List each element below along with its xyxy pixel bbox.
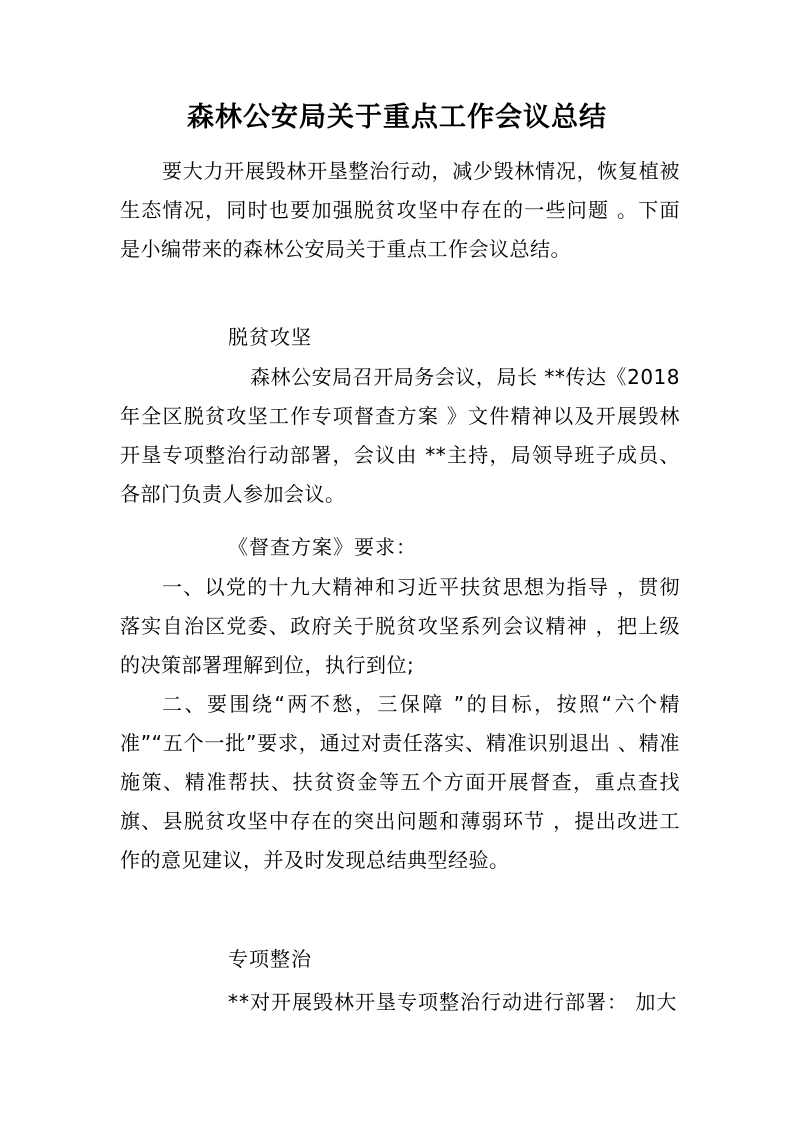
requirement-two-paragraph: 二、要围绕“两不愁，三保障 ”的目标，按照“六个精准”“五个一批”要求，通过对责任落实、精准识别退出 、精准施策、精准帮扶、扶贫资金等五个方面开展督查，重点查找旗、县脱贫攻坚中存在的突出问题和薄弱环节 ，提出改进工作的意见建议，并及时发现总结典型经验。 (120, 692, 680, 872)
section-heading-poverty: 脱贫攻坚 (228, 325, 312, 349)
intro-paragraph: 要大力开展毁林开垦整治行动，减少毁林情况，恢复植被生态情况，同时也要加强脱贫攻坚中存在的一些问题 。下面是小编带来的森林公安局关于重点工作会议总结。 (120, 159, 680, 261)
inspection-plan-requirements: 《督查方案》要求： (228, 535, 417, 559)
requirement-one-paragraph: 一、以党的十九大精神和习近平扶贫思想为指导 ，贯彻落实自治区党委、政府关于脱贫攻坚系列会议精神 ，把上级的决策部署理解到位，执行到位; (120, 575, 680, 677)
document-title: 森林公安局关于重点工作会议总结 (187, 102, 607, 133)
meeting-paragraph: 森林公安局召开局务会议，局长 **传达《2018年全区脱贫攻坚工作专项督查方案 》文件精神以及开展毁林开垦专项整治行动部署，会议由 **主持，局领导班子成员、各部门负责人参加会议。 (120, 365, 680, 506)
rectification-paragraph: **对开展毁林开垦专项整治行动进行部署： 加大 (228, 990, 678, 1014)
section-heading-rectification: 专项整治 (228, 947, 312, 971)
